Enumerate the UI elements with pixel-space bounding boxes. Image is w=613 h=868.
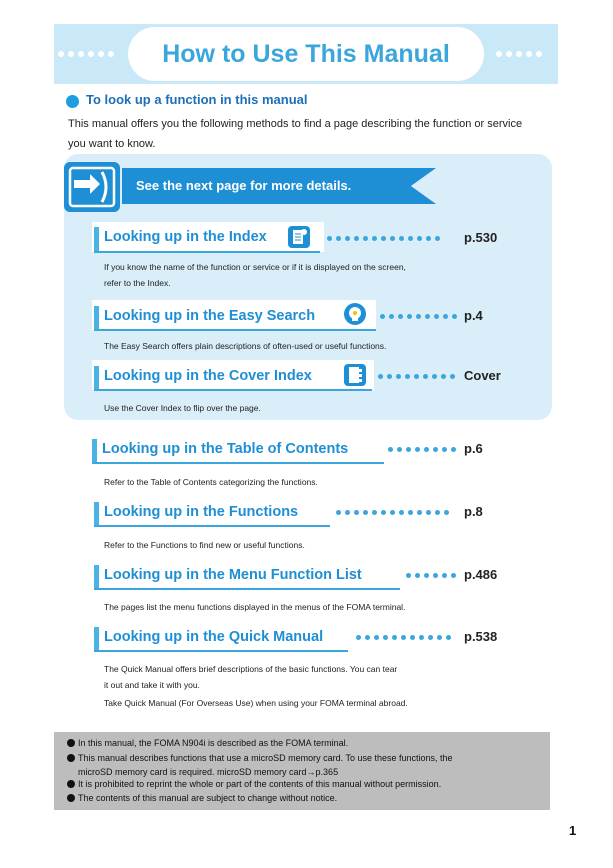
cover-index-tabs-icon [344,364,366,386]
leader-dots [327,236,440,241]
intro-line-2: you want to know. [68,138,156,150]
page-ref-menu-function-list: p.486 [464,567,498,582]
leader-dots [356,635,451,640]
note-text: In this manual, the FOMA N904i is described as the FOMA terminal. [78,738,349,748]
cta-text: See the next page for more details. [136,178,352,193]
page-ref-table-of-contents: p.6 [464,441,483,456]
entry-underline [94,329,376,331]
note-text: This manual describes functions that use a microSD memory card. To use these functions, the [78,753,453,763]
note-item [68,778,540,790]
desc-line: Refer to the Functions to find new or useful functions. [104,540,305,550]
note-item [68,752,540,764]
entry-underline [94,650,348,652]
section-heading: To look up a function in this manual [86,92,308,107]
desc-line: Use the Cover Index to flip over the page. [104,403,261,413]
entry-desc-functions [104,537,524,553]
entry-desc-menu-function-list [104,599,524,615]
desc-line: Refer to the Table of Contents categorizing the functions. [104,477,318,487]
leader-dots [406,573,456,578]
desc-line: The pages list the menu functions displayed in the menus of the FOMA terminal. [104,602,406,612]
entry-title-table-of-contents: Looking up in the Table of Contents [92,441,348,457]
banner-dots-left [58,51,114,57]
desc-line: The Easy Search offers plain descriptions of often-used or useful functions. [104,341,387,351]
entry-title-quick-manual: Looking up in the Quick Manual [94,629,323,645]
intro-line-1: This manual offers you the following methods to find a page describing the function or service [68,118,523,130]
entry-title-index: Looking up in the Index [94,229,267,245]
entry-underline [94,389,372,391]
entry-title-easy-search: Looking up in the Easy Search [94,308,315,324]
note-continuation: microSD memory card is required. microSD memory card→p.365 [78,767,339,777]
entry-desc-quick-manual [104,661,534,711]
entry-underline [94,588,400,590]
entry-desc-cover-index [104,400,524,416]
page-ref-index: p.530 [464,230,498,245]
page-ref-functions: p.8 [464,504,483,519]
page-ref-quick-manual: p.538 [464,629,498,644]
entry-underline [92,462,384,464]
entry-title-cover-index: Looking up in the Cover Index [94,368,312,384]
page-flip-arrow-icon [64,162,120,212]
banner-dots-right [496,51,542,57]
note-text: The contents of this manual are subject to change without notice. [78,793,338,803]
leader-dots [336,510,449,515]
leader-dots [388,447,456,452]
entry-title-menu-function-list: Looking up in the Menu Function List [94,567,362,583]
index-book-icon [288,226,310,248]
entry-desc-index [104,259,524,291]
entry-title-functions: Looking up in the Functions [94,504,298,520]
easy-search-bulb-icon [344,303,366,325]
note-text: It is prohibited to reprint the whole or part of the contents of this manual without permission. [78,779,442,789]
entry-desc-easy-search [104,338,524,354]
entry-underline [94,251,320,253]
desc-line: it out and take it with you. [104,680,200,690]
section-bullet-icon [66,95,79,108]
note-item [68,792,540,804]
note-item [68,737,540,749]
desc-line: Take Quick Manual (For Overseas Use) when using your FOMA terminal abroad. [104,698,408,708]
leader-dots [380,314,457,319]
entry-underline [94,525,330,527]
page-number: 1 [569,823,577,838]
page-title: How to Use This Manual [162,40,450,68]
leader-dots [378,374,455,379]
desc-line: The Quick Manual offers brief descriptions of the basic functions. You can tear [104,664,398,674]
entry-desc-table-of-contents [104,474,524,490]
desc-line: If you know the name of the function or service or if it is displayed on the screen, [104,262,406,272]
intro-text [68,114,558,154]
page-ref-easy-search: p.4 [464,308,483,323]
page-ref-cover-index: Cover [464,368,501,383]
desc-line: refer to the Index. [104,278,171,288]
